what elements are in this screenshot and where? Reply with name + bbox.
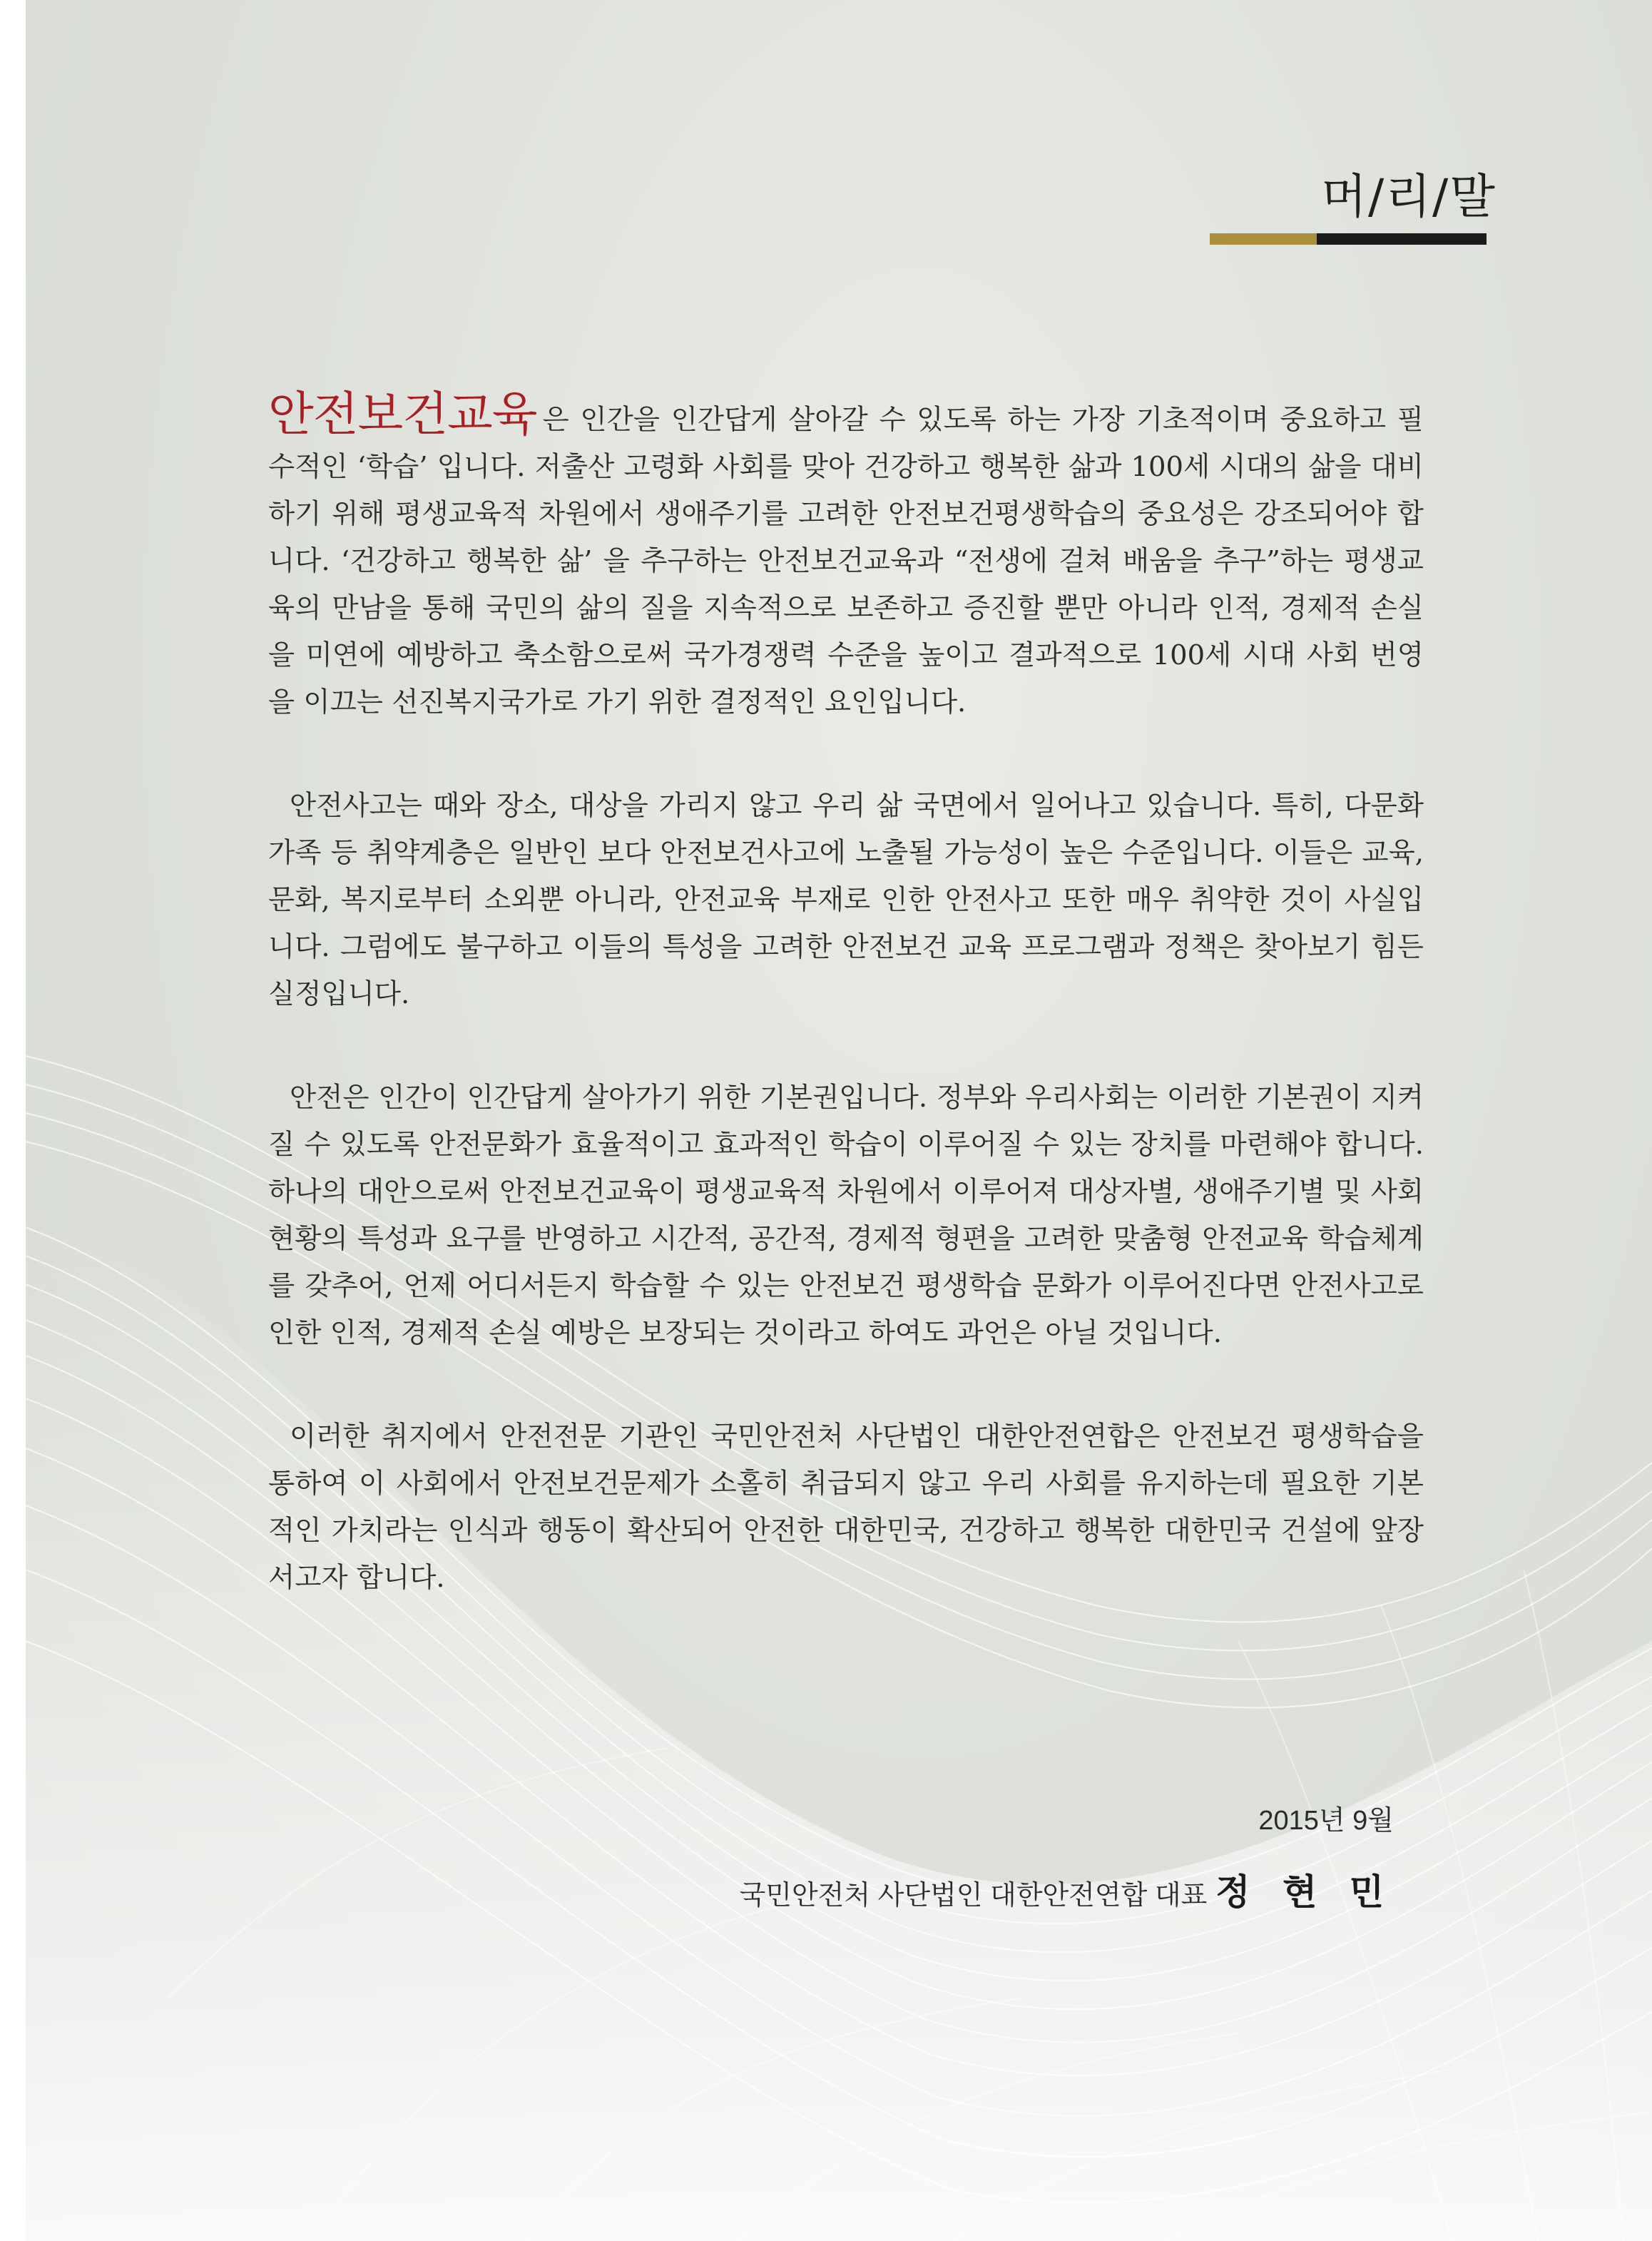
signature-name: 정 현 민 [1215,1871,1394,1913]
page-title: 머/리/말 [1321,169,1497,224]
signature [740,1864,1394,1915]
title-underline-dark [1317,233,1487,245]
paragraph-3: 안전은 인간이 인간답게 살아가기 위한 기본권입니다. 정부와 우리사회는 이러한 기본권이 지켜질 수 있도록 안전문화가 효율적이고 효과적인 학습이 이루어질 수 있는 장치를 마련해야 합니다. 하나의 대안으로써 안전보건교육이 평생교육적 차원에서 이루어져 대상자별, 생애주기별 및 사회현황의 특성과 요구를 반영하고 시간적, 공간적, 경제적 형편을 고려한 맞춤형 안전교육 학습체계를 갖추어, 언제 어디서든지 학습할 수 있는 안전보건 평생학습 문화가 이루어진다면 안전사고로 인한 인적, 경제적 손실 예방은 보장되는 것이라고 하여도 과언은 아닐 것입니다. [268,1082,1424,1349]
signature-organization: 국민안전처 사단법인 대한안전연합 대표 [739,1881,1208,1911]
paragraph-4: 이러한 취지에서 안전전문 기관인 국민안전처 사단법인 대한안전연합은 안전보건 평생학습을 통하여 이 사회에서 안전보건문제가 소홀히 취급되지 않고 우리 사회를 유지하는데 필요한 기본적인 가치라는 인식과 행동이 확산되어 안전한 대한민국, 건강하고 행복한 대한민국 건설에 앞장서고자 합니다. [268,1421,1424,1594]
paragraph-2: 안전사고는 때와 장소, 대상을 가리지 않고 우리 삶 국면에서 일어나고 있습니다. 특히, 다문화가족 등 취약계층은 일반인 보다 안전보건사고에 노출될 가능성이 높은 수준입니다. 이들은 교육, 문화, 복지로부터 소외뿐 아니라, 안전교육 부재로 인한 안전사고 또한 매우 취약한 것이 사실입니다. 그럼에도 불구하고 이들의 특성을 고려한 안전보건 교육 프로그램과 정책은 찾아보기 힘든 실정입니다. [268,790,1424,1010]
preface-body [268,387,1424,1658]
page-left-margin [0,0,26,2241]
lead-word: 안전보건교육 [268,387,537,442]
paragraph-1-text: 은 인간을 인간답게 살아갈 수 있도록 하는 가장 기초적이며 중요하고 필수적인 ‘학습’ 입니다. 저출산 고령화 사회를 맞아 건강하고 행복한 삶과 100세 시대의 삶을 대비하기 위해 평생교육적 차원에서 생애주기를 고려한 안전보건평생학습의 중요성은 강조되어야 합니다. ‘건강하고 행복한 삶’ 을 추구하는 안전보건교육과 “전생에 걸쳐 배움을 추구”하는 평생교육의 만남을 통해 국민의 삶의 질을 지속적으로 보존하고 증진할 뿐만 아니라 인적, 경제적 손실을 미연에 예방하고 축소함으로써 국가경쟁력 수준을 높이고 결과적으로 100세 시대 사회 번영을 이끄는 선진복지국가로 가기 위한 결정적인 요인입니다. [268,404,1424,718]
title-underline-gold [1210,233,1317,245]
date: 2015년 9월 [1258,1806,1394,1836]
preface-page [26,0,1652,2241]
paragraph-1 [268,387,1424,726]
